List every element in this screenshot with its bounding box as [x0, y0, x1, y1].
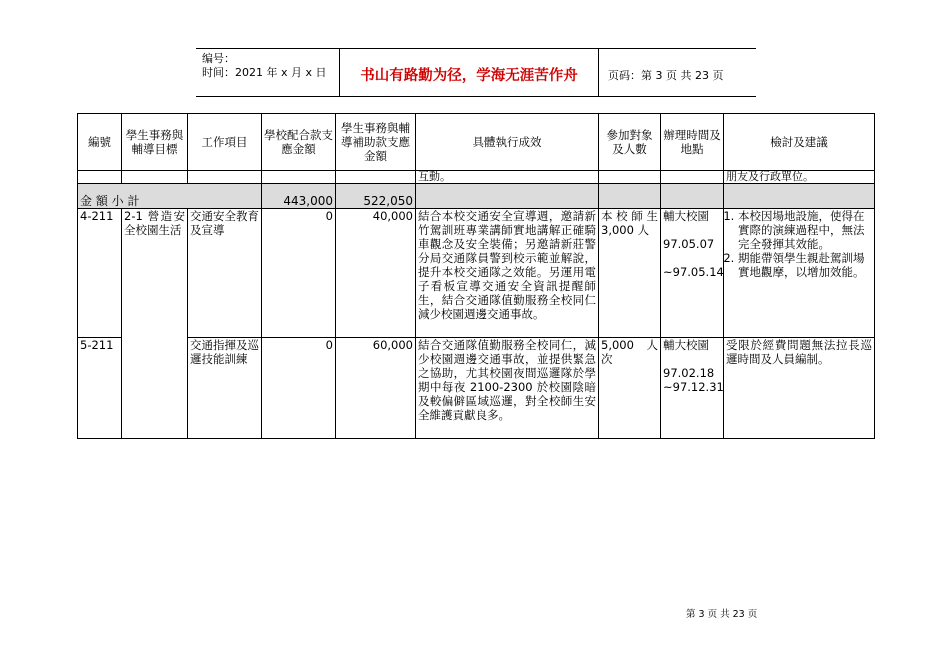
- col-header-school-amount: 學校配合款支應金額: [262, 114, 336, 171]
- row-item: 交通指揮及巡邏技能訓練: [188, 338, 262, 439]
- row-id: 4-211: [78, 209, 122, 338]
- row-effect: 結合交通隊值勤服務全校同仁，減少校園週邊交通事故，並提供緊急之協助，尤其校園夜間巡邏隊於學期中每夜 2100-2300 於校園陰暗及較偏僻區域巡邏，對全校師生安全維護貢獻良多。: [416, 338, 599, 439]
- subtotal-school: 443,000: [262, 184, 336, 209]
- continuation-review: 朋友及行政單位。: [724, 171, 875, 184]
- row-subsidy-amount: 40,000: [336, 209, 416, 338]
- col-header-review: 檢討及建議: [724, 114, 875, 171]
- row-date-to: ~97.12.31: [663, 380, 724, 394]
- row-goal: 2-1 營造安全校園生活: [122, 209, 188, 439]
- row-date-from: 97.05.07: [663, 237, 715, 251]
- review-item: 1. 本校因場地設施，使得在實際的演練過程中，無法完全發揮其效能。: [738, 209, 872, 251]
- continuation-effect: 互動。: [416, 171, 599, 184]
- row-participants: 5,000 人次: [599, 338, 661, 439]
- row-review: [724, 209, 875, 338]
- subtotal-subsidy: 522,050: [336, 184, 416, 209]
- col-header-item: 工作項目: [188, 114, 262, 171]
- row-date-from: 97.02.18: [663, 366, 715, 380]
- subtotal-label: 金 額 小 計: [78, 184, 262, 209]
- col-header-goal: 學生事務與輔導目標: [122, 114, 188, 171]
- review-item: 2. 期能帶領學生親赴駕訓場實地觀摩，以增加效能。: [738, 251, 872, 279]
- col-header-id: 編號: [78, 114, 122, 171]
- row-participants: 本校師生 3,000 人: [599, 209, 661, 338]
- col-header-subsidy-amount: 學生事務與輔導補助款支應金額: [336, 114, 416, 171]
- col-header-participants: 參加對象及人數: [599, 114, 661, 171]
- col-header-time-place: 辦理時間及地點: [661, 114, 724, 171]
- row-time-place: [661, 209, 724, 338]
- row-review: 受限於經費問題無法拉長巡邏時間及人員編制。: [724, 338, 875, 439]
- row-effect: 結合本校交通安全宣導週，邀請新竹駕訓班專業講師實地講解正確騎車觀念及安全裝備；另邀請新莊警分局交通隊員警到校示範並解說，提升本校交通隊之效能。另運用電子看板宣導交通安全資訊提醒師生，結合交通隊值勤服務全校同仁減少校園週邊交通事故。: [416, 209, 599, 338]
- document-header: [196, 48, 756, 97]
- row-place: 輔大校園: [663, 338, 709, 352]
- page-footer: 第 3 页 共 23 页: [686, 609, 758, 620]
- subtotal-row: [78, 184, 875, 209]
- header-slogan-cell: [339, 49, 599, 96]
- row-school-amount: 0: [262, 338, 336, 439]
- continuation-row: [78, 171, 875, 184]
- table-row: [78, 338, 875, 439]
- table-header-row: [78, 114, 875, 171]
- row-item: 交通安全教育及宣導: [188, 209, 262, 338]
- table-row: [78, 209, 875, 338]
- slogan: 书山有路勤为径，学海无涯苦作舟: [360, 68, 578, 84]
- row-date-to: ~97.05.14: [663, 265, 724, 279]
- number-label: 编号：: [202, 52, 235, 65]
- time-label: 时间：2021 年 x 月 x 日: [202, 66, 327, 79]
- report-table: [77, 113, 875, 439]
- row-subsidy-amount: 60,000: [336, 338, 416, 439]
- row-time-place: [661, 338, 724, 439]
- row-id: 5-211: [78, 338, 122, 439]
- page-label: 页码：第 3 页 共 23 页: [608, 69, 724, 82]
- header-page-cell: [598, 49, 756, 96]
- header-meta: [196, 49, 339, 96]
- row-school-amount: 0: [262, 209, 336, 338]
- col-header-effect: 具體執行成效: [416, 114, 599, 171]
- row-place: 輔大校園: [663, 209, 709, 223]
